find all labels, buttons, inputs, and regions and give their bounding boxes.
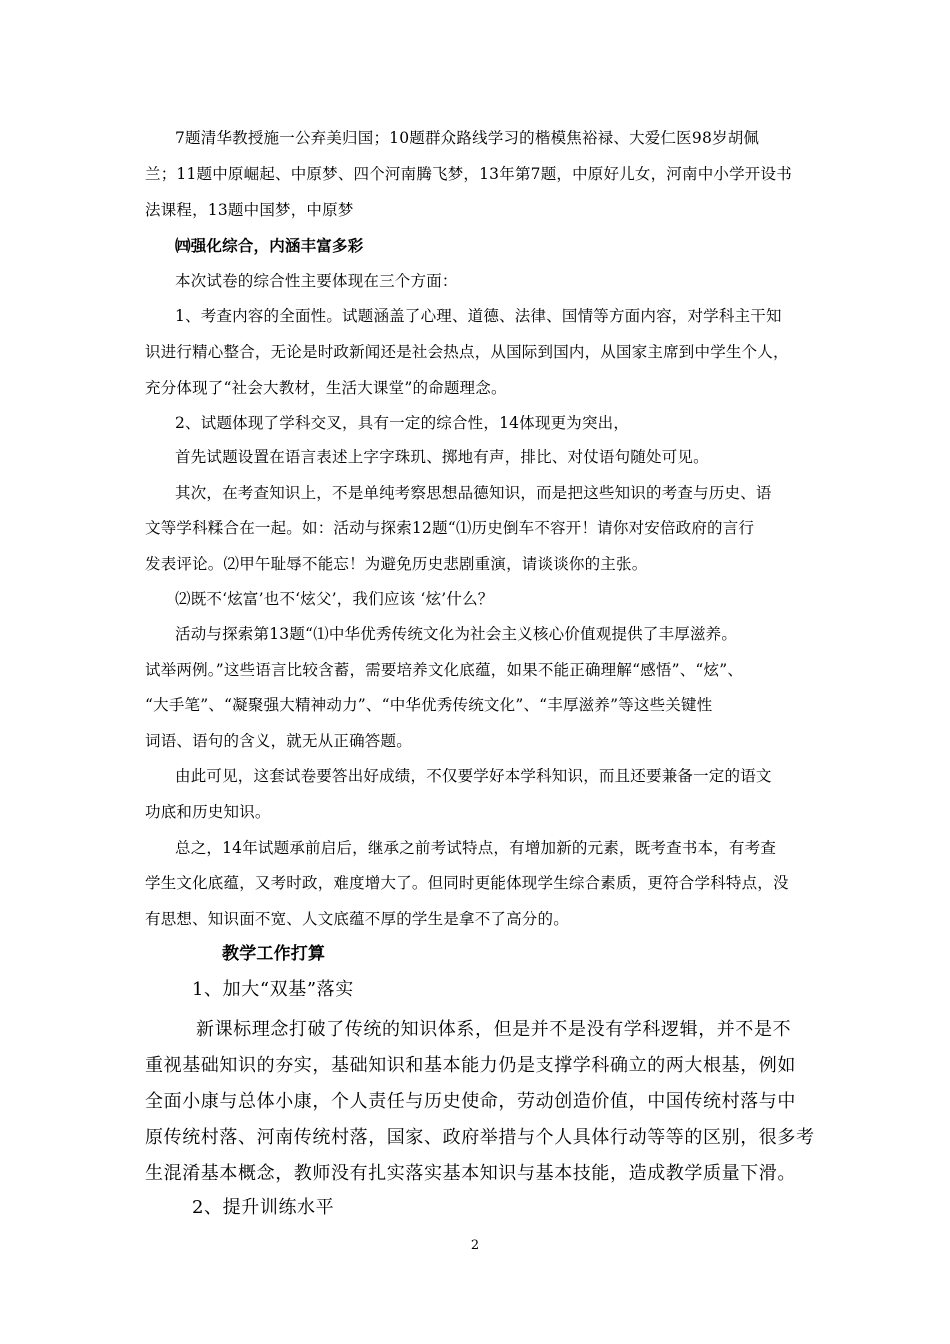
text-line: 新课标理念打破了传统的知识体系，但是并不是没有学科逻辑，并不是不: [196, 1019, 792, 1040]
text-line: 全面小康与总体小康，个人责任与历史使命，劳动创造价值，中国传统村落与中: [145, 1091, 796, 1112]
text-line: 活动与探索第13题“⑴中华优秀传统文化为社会主义核心价值观提供了丰厚滋养。: [175, 625, 738, 643]
subsection-title: 1、加大“双基”落实: [192, 979, 354, 1000]
text-line: 有思想、知识面不宽、人文底蕴不厚的学生是拿不了高分的。: [145, 910, 569, 928]
text-line: 词语、语句的含义，就无从正确答题。: [145, 732, 412, 750]
section-heading: ㈣强化综合，内涵丰富多彩: [175, 237, 364, 255]
text-line: 由此可见，这套试卷要答出好成绩，不仅要学好本学科知识，而且还要兼备一定的语文: [175, 767, 772, 785]
text-line: 学生文化底蕴，又考时政，难度增大了。但同时更能体现学生综合素质，更符合学科特点，没: [145, 874, 789, 892]
text-line: 本次试卷的综合性主要体现在三个方面：: [175, 272, 458, 290]
text-line: 功底和历史知识。: [145, 803, 271, 821]
text-line: 2、试题体现了学科交叉，具有一定的综合性，14体现更为突出，: [175, 414, 630, 432]
text-line: 文等学科糅合在一起。如：活动与探索12题“⑴历史倒车不容开！请你对安倍政府的言行: [145, 519, 755, 537]
text-line: 生混淆基本概念，教师没有扎实落实基本知识与基本技能，造成教学质量下滑。: [145, 1163, 796, 1184]
text-line: 重视基础知识的夯实，基础知识和基本能力仍是支撑学科确立的两大根基，例如: [145, 1055, 796, 1076]
text-line: ⑵既不‘炫富’也不‘炫父’，我们应该 ‘炫’什么？: [175, 590, 494, 608]
text-line: 兰；11题中原崛起、中原梦、四个河南腾飞梦，13年第7题，中原好儿女，河南中小学开设书: [145, 165, 792, 183]
section-title: 教学工作打算: [222, 944, 326, 964]
text-line: 识进行精心整合，无论是时政新闻还是社会热点，从国际到国内，从国家主席到中学生个人，: [145, 343, 789, 361]
text-line: 1、考查内容的全面性。试题涵盖了心理、道德、法律、国情等方面内容，对学科主干知: [175, 307, 782, 325]
text-line: 其次，在考查知识上，不是单纯考察思想品德知识，而是把这些知识的考查与历史、语: [175, 484, 772, 502]
text-line: 发表评论。⑵甲午耻辱不能忘！为避免历史悲剧重演，请谈谈你的主张。: [145, 555, 648, 573]
text-line: 7题清华教授施一公弃美归国；10题群众路线学习的楷模焦裕禄、大爱仁医98岁胡佩: [175, 129, 760, 147]
text-line: 首先试题设置在语言表述上字字珠玑、掷地有声，排比、对仗语句随处可见。: [175, 448, 709, 466]
subsection-title: 2、提升训练水平: [192, 1197, 335, 1218]
text-line: 总之，14年试题承前启后，继承之前考试特点，有增加新的元素，既考查书本，有考查: [175, 839, 777, 857]
text-line: 原传统村落、河南传统村落，国家、政府举措与个人具体行动等等的区别，很多考: [145, 1127, 815, 1148]
text-line: “大手笔”、“凝聚强大精神动力”、“中华优秀传统文化”、“丰厚滋养”等这些关键性: [145, 696, 713, 714]
text-line: 充分体现了“社会大教材，生活大课堂”的命题理念。: [145, 379, 507, 397]
text-line: 试举两例。”这些语言比较含蓄，需要培养文化底蕴，如果不能正确理解“感悟”、“炫”、: [145, 661, 744, 679]
text-line: 法课程，13题中国梦，中原梦: [145, 201, 354, 219]
page-number: 2: [470, 1238, 480, 1253]
